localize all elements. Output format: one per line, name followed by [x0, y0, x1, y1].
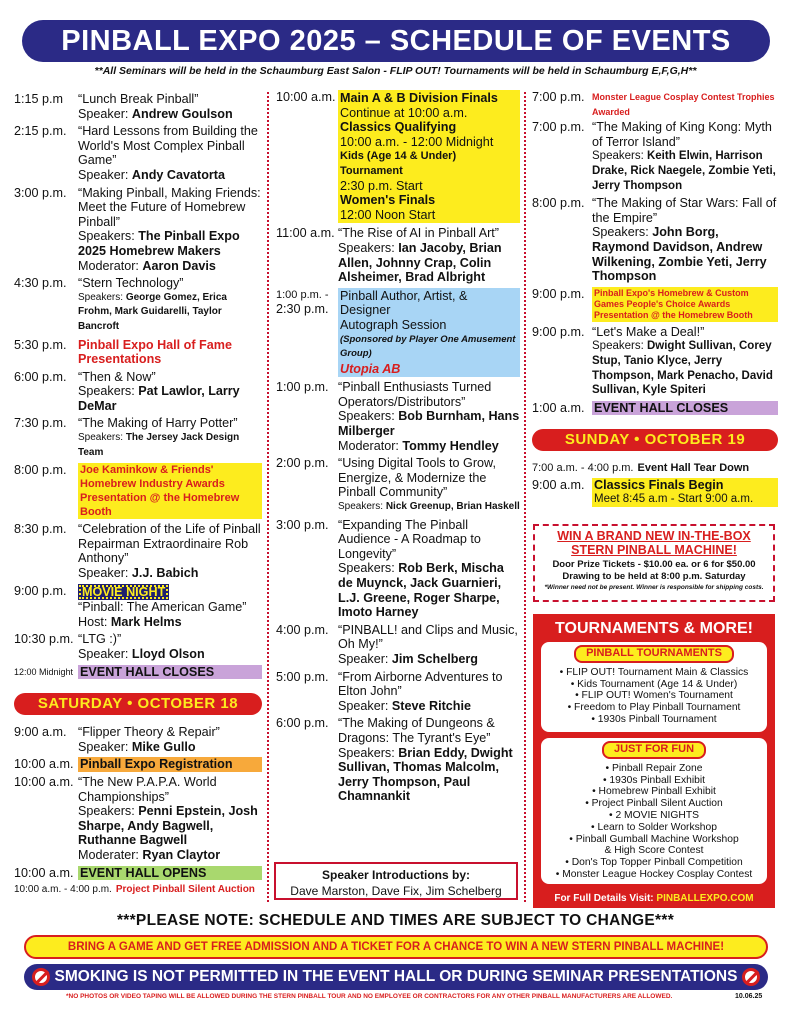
schedule-item [14, 665, 262, 680]
event-title: Classics Qualifying [340, 120, 457, 135]
schedule-item [276, 670, 520, 714]
event-title: Pinball Expo Hall of Fame Presentations [78, 337, 232, 367]
list-item: • Learn to Solder Workshop [591, 821, 717, 833]
speaker-label: Speakers: [338, 501, 386, 513]
list-item: • FLIP OUT! Tournament Main & Classics [559, 666, 749, 678]
speaker-names: John Borg, Raymond Davidson, Andrew Wilkening, Zombie Yeti, Jerry Thompson [592, 225, 767, 284]
speaker-label: Speakers: [78, 291, 126, 303]
schedule-item [276, 623, 520, 667]
speaker-label: Speaker: [78, 739, 132, 754]
speaker-label: Speakers: [592, 150, 647, 163]
speaker-names: Jim Schelberg [391, 651, 478, 666]
event-title: “PINBALL! and Clips and Music, Oh My!” [338, 622, 518, 652]
door-prize-price: Door Prize Tickets - $10.00 ea. or 6 for $50.00 [552, 559, 756, 570]
list-item: • 2 MOVIE NIGHTS [609, 809, 699, 821]
event-time: 9:00 p.m. [532, 324, 585, 339]
schedule-item [276, 380, 520, 453]
event-time: 10:00 a.m. [276, 90, 336, 104]
no-smoking-icon [32, 968, 50, 986]
just-for-fun-heading: JUST FOR FUN [602, 741, 706, 759]
list-item: • Freedom to Play Pinball Tournament [567, 702, 741, 714]
event-title: “Hard Lessons from Building the World's Most Complex Pinball Game” [78, 124, 258, 168]
page-subtitle: **All Seminars will be held in the Schaumburg East Salon - FLIP OUT! Tournaments will be held in Schaumburg E,F,G,H** [94, 65, 697, 77]
event-time: 9:00 p.m. [532, 286, 585, 301]
list-item: • Homebrew Pinball Exhibit [592, 786, 716, 798]
event-time: 10:00 a.m. [14, 774, 74, 789]
speaker-label: Speakers: [78, 229, 139, 244]
schedule-item [532, 401, 778, 416]
pinball-tournaments-panel [541, 642, 767, 732]
version-date: 10.06.25 [735, 993, 763, 1000]
sponsor-note: (Sponsored by Player One Amusement Group) [340, 333, 516, 360]
schedule-item [14, 725, 262, 754]
speaker-names: Keith Elwin, Harrison Drake, Rick Naegele, Zombie Yeti, Jerry Thompson [592, 150, 776, 192]
event-time: 7:00 p.m. [532, 120, 585, 135]
event-time: 11:00 a.m. [276, 226, 335, 241]
event-time: 1:00 p.m. - [276, 288, 329, 301]
event-title: Monster League Cosplay Contest Trophies Awarded [592, 92, 775, 117]
event-time: 5:00 p.m. [276, 669, 329, 684]
schedule-item [532, 478, 778, 507]
schedule-item [14, 866, 262, 881]
event-time: 9:00 a.m. [532, 477, 585, 492]
event-detail: Continue at 10:00 a.m. [340, 105, 468, 120]
event-time: 6:00 p.m. [14, 369, 67, 384]
event-detail: 10:00 a.m. - 12:00 Midnight [340, 134, 494, 149]
speaker-names: Andrew Goulson [131, 106, 233, 121]
event-time: 8:30 p.m. [14, 522, 67, 537]
page-title: PINBALL EXPO 2025 – SCHEDULE OF EVENTS [22, 20, 770, 62]
schedule-item [14, 92, 262, 121]
schedule-item [14, 370, 262, 414]
speaker-label: Speakers: [338, 745, 399, 760]
speaker-names: Pat Lawlor, Larry DeMar [78, 384, 240, 413]
schedule-item [276, 90, 520, 223]
speaker-names: Andy Cavatorta [131, 167, 225, 182]
host-label: Host: [78, 614, 111, 629]
schedule-item [14, 276, 262, 334]
schedule-item [276, 518, 520, 620]
column-divider [524, 92, 526, 902]
pinball-tournaments-heading: PINBALL TOURNAMENTS [574, 645, 734, 663]
event-time: 2:00 p.m. [276, 456, 329, 471]
event-title: “The Making of Dungeons & Dragons: The Tyrant's Eye” [338, 716, 495, 745]
schedule-item [14, 584, 262, 630]
event-title: Main A & B Division Finals [340, 91, 498, 105]
speaker-names: Steve Ritchie [391, 698, 471, 713]
speaker-names: Rob Berk, Mischa de Muynck, Jack Guarnieri, L.J. Greene, Roger Sharpe, Imoto Harney [338, 561, 504, 620]
speaker-names: Brian Eddy, Dwight Sullivan, Thomas Malcolm, Jerry Thompson, Paul Chamnankit [338, 745, 513, 804]
list-item: • Don's Top Topper Pinball Competition [565, 857, 743, 869]
event-title: Event Hall Tear Down [637, 462, 750, 475]
details-label: For Full Details Visit: [554, 893, 657, 904]
event-time: 3:00 p.m. [276, 517, 329, 532]
schedule-item [14, 124, 262, 182]
event-title: “From Airborne Adventures to Elton John” [338, 669, 503, 699]
event-detail: 12:00 Noon Start [340, 207, 436, 222]
list-item: • Monster League Hockey Cosplay Contest [555, 868, 753, 880]
event-title: “Using Digital Tools to Grow, Energize, & Modernize the Pinball Community” [338, 456, 496, 500]
movie-night-badge: MOVIE NIGHT [78, 584, 169, 601]
event-title: “LTG :)” [78, 632, 122, 647]
event-title: “Pinball Enthusiasts Turned Operators/Distributors” [338, 380, 492, 409]
event-time: 7:00 p.m. [532, 90, 585, 104]
event-time: 10:00 a.m. [14, 757, 74, 772]
event-time: 12:00 Midnight [14, 666, 74, 677]
event-title: “The Making of Star Wars: Fall of the Empire” [592, 196, 777, 225]
event-time: 1:00 a.m. [532, 400, 585, 415]
event-title: “Flipper Theory & Repair” [78, 725, 220, 740]
schedule-item [532, 461, 778, 476]
list-item: • Kids Tournament (Age 14 & Under) [570, 678, 738, 690]
speaker-names: J.J. Babich [131, 566, 199, 581]
fine-print: *NO PHOTOS OR VIDEO TAPING WILL BE ALLOWED DURING THE STERN PINBALL TOUR AND NO EMPLOYEE OR CONTRACTORS FOR ANY OTHER PINBALL MANUFACTURERS ARE ALLOWED. [66, 993, 673, 1000]
website-link[interactable]: PINBALLEXPO.COM [656, 893, 754, 904]
event-title: Pinball Expo's Homebrew & Custom Games People's Choice Awards Presentation @ the Homebrew Booth [592, 287, 778, 322]
speaker-label: Speaker: [78, 106, 132, 121]
event-time: 10:30 p.m. [14, 632, 74, 647]
event-title: Joe Kaminkow & Friends' Homebrew Industry Awards Presentation @ the Homebrew Booth [78, 463, 262, 519]
event-time: 8:00 p.m. [14, 463, 67, 478]
list-item: • 1930s Pinball Exhibit [602, 774, 706, 786]
tournaments-heading: TOURNAMENTS & MORE! [555, 620, 753, 637]
event-title: “The Making of Harry Potter” [78, 416, 238, 431]
schedule-item [276, 288, 520, 378]
speaker-introductions-names: Dave Marston, Dave Fix, Jim Schelberg [290, 884, 502, 898]
door-prize-box [533, 524, 775, 602]
moderator-label: Moderator: [338, 438, 403, 453]
schedule-item [532, 120, 778, 193]
saturday-column [276, 90, 520, 807]
event-time: 10:00 a.m. - 4:00 p.m. [14, 884, 112, 896]
schedule-item [14, 416, 262, 460]
schedule-item [14, 338, 262, 367]
list-item: • 1930s Pinball Tournament [591, 713, 717, 725]
event-time: 8:00 p.m. [532, 196, 585, 211]
event-time: 1:15 p.m [14, 92, 64, 106]
event-time: 1:00 p.m. [276, 380, 329, 395]
speaker-label: Speaker: [338, 651, 392, 666]
schedule-item [276, 456, 520, 514]
event-title: EVENT HALL CLOSES [592, 401, 778, 416]
speaker-label: Speaker: [338, 698, 392, 713]
event-title: Project Pinball Silent Auction [115, 884, 255, 896]
no-smoking-icon [742, 968, 760, 986]
list-item: • Project Pinball Silent Auction [585, 798, 723, 810]
classics-finals-block [592, 478, 778, 507]
event-time: 5:30 p.m. [14, 337, 67, 352]
tournament-block [338, 90, 520, 223]
event-time: 2:15 p.m. [14, 124, 67, 139]
event-title: “Pinball: The American Game” [78, 600, 247, 615]
door-prize-heading: STERN PINBALL MACHINE! [571, 543, 737, 557]
list-item: • Pinball Repair Zone [605, 762, 703, 774]
event-title: “The New P.A.P.A. World Championships” [78, 774, 217, 804]
speaker-label: Speaker: [78, 647, 132, 661]
event-time: 4:30 p.m. [14, 276, 67, 291]
schedule-item [14, 522, 262, 580]
schedule-item [14, 632, 262, 661]
schedule-item [532, 287, 778, 322]
saturday-evening-column [532, 90, 778, 510]
speaker-label: Speakers: [338, 240, 399, 255]
event-location: Utopia AB [340, 361, 401, 376]
event-title: “The Making of King Kong: Myth of Terror Island” [592, 120, 772, 149]
no-smoking-banner [24, 964, 768, 990]
speaker-label: Speakers: [592, 225, 653, 240]
speaker-names: Mike Gullo [131, 739, 196, 754]
speaker-names: Penni Epstein, Josh Sharpe, Andy Bagwell, Ruthanne Bagwell [78, 804, 258, 848]
speaker-names: The Pinball Expo 2025 Homebrew Makers [78, 229, 240, 258]
event-title: Classics Finals Begin [594, 477, 724, 492]
speaker-label: Speakers: [338, 561, 399, 576]
event-title: “The Rise of AI in Pinball Art” [338, 226, 499, 241]
speaker-names: Nick Greenup, Brian Haskell [385, 501, 520, 513]
speaker-label: Speakers: [338, 409, 399, 424]
schedule-item [276, 226, 520, 284]
schedule-item [532, 90, 778, 119]
moderator-name: Tommy Hendley [402, 438, 499, 453]
event-time: 9:00 a.m. [14, 725, 67, 740]
speaker-introductions-box [274, 862, 518, 900]
schedule-item [532, 196, 778, 284]
event-title: “Celebration of the Life of Pinball Repairman Extraordinaire Rob Anthony” [78, 522, 261, 566]
autograph-block [338, 288, 520, 378]
moderator-label: Moderater: [78, 847, 143, 862]
door-prize-drawing: Drawing to be held at 8:00 p.m. Saturday [562, 571, 746, 582]
event-title: EVENT HALL CLOSES [78, 665, 262, 680]
speaker-label: Speaker: [78, 566, 132, 581]
just-for-fun-panel [541, 738, 767, 884]
schedule-item [276, 716, 520, 804]
moderator-name: Ryan Claytor [142, 847, 221, 862]
door-prize-note: *Winner need not be present. Winner is responsible for shipping costs. [544, 584, 764, 591]
just-for-fun-list [541, 763, 767, 881]
schedule-item [14, 775, 262, 863]
event-title: EVENT HALL OPENS [78, 866, 262, 881]
schedule-item [532, 325, 778, 398]
speaker-names: Ian Jacoby, Brian Allen, Johnny Crap, Colin Alsheimer, Brad Albright [338, 240, 502, 285]
sunday-header: SUNDAY • OCTOBER 19 [532, 429, 778, 451]
event-time: 4:00 p.m. [276, 622, 329, 637]
speaker-names: George Gomez, Erica Frohm, Mark Guidarelli, Taylor Bancroft [78, 291, 227, 332]
schedule-item [14, 463, 262, 519]
schedule-item [14, 757, 262, 772]
moderator-label: Moderator: [78, 258, 143, 273]
event-time: 10:00 a.m. [14, 865, 74, 880]
speaker-names: The Jersey Jack Design Team [78, 432, 240, 458]
event-title: “Making Pinball, Making Friends: Meet the Future of Homebrew Pinball” [78, 185, 261, 229]
event-title: Women's Finals [340, 193, 436, 208]
friday-column [14, 92, 262, 898]
moderator-name: Aaron Davis [142, 258, 216, 273]
speaker-names: Lloyd Olson [131, 647, 205, 661]
speaker-names: Bob Burnham, Hans Milberger [338, 409, 520, 439]
list-item: & High Score Contest [604, 845, 704, 857]
event-title: “Stern Technology” [78, 276, 184, 291]
saturday-header: SATURDAY • OCTOBER 18 [14, 693, 262, 715]
speaker-names: Dwight Sullivan, Corey Stup, Tanio Klyce, Jerry Thompson, Mark Penacho, David Sullivan, Kyle Spiteri [592, 340, 773, 397]
speaker-introductions-heading: Speaker Introductions by: [321, 868, 471, 882]
tournaments-box [533, 614, 775, 908]
event-title: Pinball Expo Registration [78, 757, 262, 772]
door-prize-heading: WIN A BRAND NEW IN-THE-BOX [557, 529, 751, 543]
event-time: 7:00 a.m. - 4:00 p.m. [532, 462, 634, 475]
event-title: Pinball Author, Artist, & Designer [340, 288, 468, 318]
event-time: 3:00 p.m. [14, 185, 67, 200]
event-title: Autograph Session [340, 317, 447, 332]
column-divider [267, 92, 269, 902]
event-time: 9:00 p.m. [14, 583, 67, 598]
speaker-label: Speaker: [78, 167, 132, 182]
event-time: 7:30 p.m. [14, 416, 67, 431]
schedule-item [14, 186, 262, 274]
event-title: “Expanding The Pinball Audience - A Roadmap to Longevity” [338, 517, 481, 561]
speaker-label: Speakers: [78, 432, 126, 444]
event-title: “Let's Make a Deal!” [592, 324, 705, 339]
host-name: Mark Helms [110, 614, 182, 629]
event-detail: 2:30 p.m. Start [340, 178, 423, 193]
list-item: • FLIP OUT! Women's Tournament [575, 690, 733, 702]
event-title: “Lunch Break Pinball” [78, 92, 199, 106]
event-title: “Then & Now” [78, 369, 156, 384]
speaker-label: Speakers: [78, 804, 139, 819]
no-smoking-text: SMOKING IS NOT PERMITTED IN THE EVENT HALL OR DURING SEMINAR PRESENTATIONS [54, 968, 738, 985]
speaker-label: Speakers: [592, 340, 647, 353]
event-time: 2:30 p.m. [276, 302, 329, 317]
schedule-change-note: ***PLEASE NOTE: SCHEDULE AND TIMES ARE SUBJECT TO CHANGE*** [116, 912, 675, 929]
event-detail: Meet 8:45 a.m - Start 9:00 a.m. [594, 493, 754, 506]
schedule-item [14, 883, 262, 898]
event-time: 6:00 p.m. [276, 716, 329, 731]
list-item: • Pinball Gumball Machine Workshop [569, 833, 739, 845]
event-title: Kids (Age 14 & Under) Tournament [340, 150, 457, 177]
speaker-label: Speakers: [78, 384, 139, 399]
bring-a-game-banner: BRING A GAME AND GET FREE ADMISSION AND A TICKET FOR A CHANCE TO WIN A NEW STERN PINBALL MACHINE! [24, 935, 768, 959]
pinball-tournaments-list [541, 667, 767, 726]
